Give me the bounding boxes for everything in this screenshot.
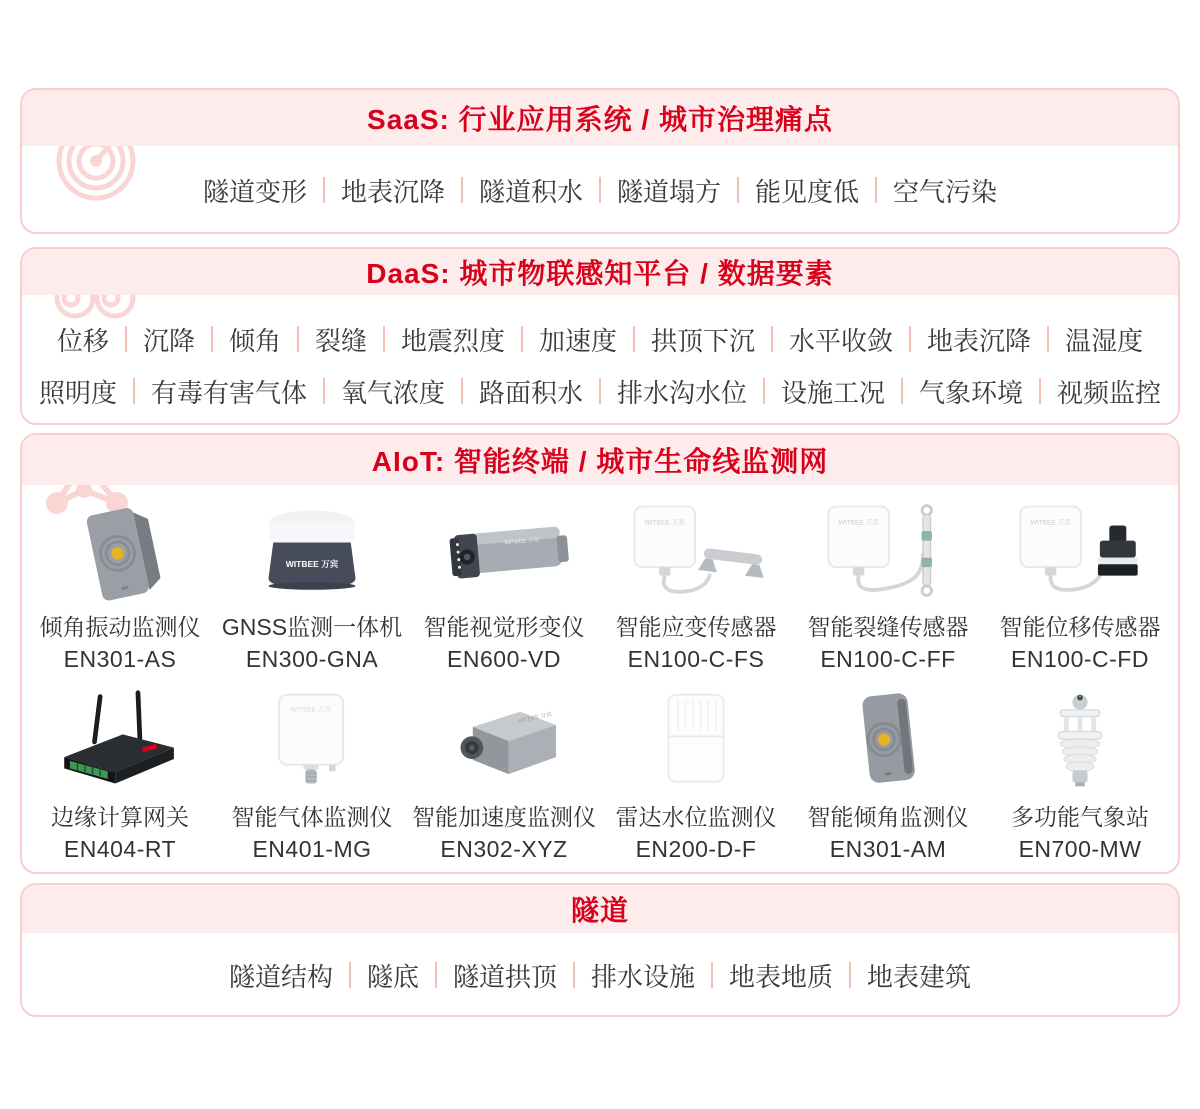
product-card-en100-c-fd xyxy=(984,499,1176,673)
product-model-label: EN200-D-F xyxy=(635,836,757,862)
item-label: 排水设施 xyxy=(591,961,696,992)
svg-text:WITBEE 万宾: WITBEE 万宾 xyxy=(290,706,332,714)
product-model-label: EN100-C-FF xyxy=(820,646,956,672)
product-card-en300-gna xyxy=(216,499,408,673)
tilt-vibration-monitor-icon xyxy=(35,499,205,603)
item-divider xyxy=(125,326,127,352)
product-model-label: EN600-VD xyxy=(447,646,561,672)
product-name-label: GNSS监测一体机 xyxy=(221,614,403,640)
product-model-label: EN100-C-FD xyxy=(1011,646,1149,672)
aiot-section-title: AIoT: 智能终端 / 城市生命线监测网 xyxy=(371,446,829,477)
aiot-body xyxy=(22,499,1178,863)
product-name-label: 智能气体监测仪 xyxy=(231,804,393,830)
product-model-label: EN301-AS xyxy=(63,646,177,672)
item-divider xyxy=(737,177,739,203)
product-name-label: 倾角振动监测仪 xyxy=(39,614,201,640)
saas-section-title: SaaS: 行业应用系统 / 城市治理痛点 xyxy=(367,104,833,135)
item-label: 位移 xyxy=(56,325,109,356)
daas-items-row-2 xyxy=(39,371,1161,411)
item-divider xyxy=(1047,326,1049,352)
product-model-label: EN401-MG xyxy=(252,836,372,862)
svg-text:WITBEE 万宾: WITBEE 万宾 xyxy=(644,519,686,527)
item-label: 空气污染 xyxy=(893,176,998,207)
item-divider xyxy=(435,962,437,988)
item-label: 温湿度 xyxy=(1065,325,1144,356)
item-label: 隧道积水 xyxy=(478,176,583,207)
item-label: 隧道结构 xyxy=(228,961,333,992)
item-divider xyxy=(461,378,463,404)
item-label: 设施工况 xyxy=(781,377,886,408)
item-label: 地表地质 xyxy=(729,961,834,992)
item-label: 地震烈度 xyxy=(400,325,505,356)
item-label: 气象环境 xyxy=(919,377,1024,408)
item-label: 视频监控 xyxy=(1057,377,1162,408)
item-divider xyxy=(711,962,713,988)
item-divider xyxy=(461,177,463,203)
product-name-label: 智能位移传感器 xyxy=(999,614,1161,640)
item-divider xyxy=(323,177,325,203)
item-divider xyxy=(1039,378,1041,404)
tunnel-header xyxy=(22,885,1178,933)
item-divider xyxy=(599,177,601,203)
product-name-label: 边缘计算网关 xyxy=(51,804,189,830)
item-divider xyxy=(323,378,325,404)
item-divider xyxy=(763,378,765,404)
product-card-en301-as xyxy=(24,499,216,673)
item-label: 加速度 xyxy=(539,325,618,356)
item-divider xyxy=(633,326,635,352)
aiot-header xyxy=(22,435,1178,485)
svg-text:WITBEE 万宾: WITBEE 万宾 xyxy=(1030,519,1071,527)
item-divider xyxy=(211,326,213,352)
product-name-label: 智能倾角监测仪 xyxy=(807,804,969,830)
item-label: 有毒有害气体 xyxy=(150,377,307,408)
product-model-label: EN302-XYZ xyxy=(440,836,568,862)
product-card-en401-mg xyxy=(216,689,408,863)
item-label: 路面积水 xyxy=(478,377,583,408)
item-label: 隧道拱顶 xyxy=(452,961,557,992)
product-grid-row-1 xyxy=(22,499,1178,673)
strain-sensor-icon xyxy=(611,499,781,603)
vision-camera-icon xyxy=(419,499,589,603)
product-name-label: 多功能气象站 xyxy=(1011,804,1149,830)
item-label: 拱顶下沉 xyxy=(651,325,756,356)
product-model-label: EN100-C-FS xyxy=(627,646,765,672)
item-divider xyxy=(521,326,523,352)
item-label: 水平收敛 xyxy=(789,325,894,356)
svg-text:WITBEE 万宾: WITBEE 万宾 xyxy=(517,711,553,725)
item-divider xyxy=(573,962,575,988)
item-label: 能见度低 xyxy=(755,176,860,207)
daas-items-row-1 xyxy=(57,319,1143,359)
gas-monitor-icon xyxy=(227,689,397,793)
accelerometer-icon xyxy=(419,689,589,793)
tunnel-section xyxy=(20,883,1180,1017)
daas-section xyxy=(20,247,1180,425)
item-label: 排水沟水位 xyxy=(617,377,748,408)
product-card-en301-am xyxy=(792,689,984,863)
tunnel-items xyxy=(229,957,971,994)
product-card-en600-vd xyxy=(408,499,600,673)
aiot-section xyxy=(20,433,1180,874)
item-label: 倾角 xyxy=(228,325,281,356)
saas-header xyxy=(22,90,1178,146)
product-card-en200-d-f xyxy=(600,689,792,863)
saas-section xyxy=(20,88,1180,234)
item-divider xyxy=(383,326,385,352)
item-divider xyxy=(133,378,135,404)
svg-text:WITBEE 万宾: WITBEE 万宾 xyxy=(504,537,540,547)
product-card-en404-rt xyxy=(24,689,216,863)
product-name-label: 雷达水位监测仪 xyxy=(615,804,777,830)
product-model-label: EN700-MW xyxy=(1018,836,1142,862)
product-grid-row-2 xyxy=(22,689,1178,863)
item-label: 照明度 xyxy=(38,377,117,408)
product-card-en700-mw xyxy=(984,689,1176,863)
item-divider xyxy=(875,177,877,203)
item-label: 地表建筑 xyxy=(867,961,972,992)
daas-body xyxy=(22,295,1178,411)
product-name-label: 智能视觉形变仪 xyxy=(423,614,585,640)
product-name-label: 智能应变传感器 xyxy=(615,614,777,640)
item-label: 氧气浓度 xyxy=(340,377,445,408)
item-label: 地表沉降 xyxy=(340,176,445,207)
tunnel-section-title: 隧道 xyxy=(570,895,629,926)
product-model-label: EN300-GNA xyxy=(245,646,379,672)
displacement-sensor-icon xyxy=(995,499,1165,603)
tilt-monitor-icon xyxy=(803,689,973,793)
product-name-label: 智能加速度监测仪 xyxy=(412,804,596,830)
product-card-en100-c-fs xyxy=(600,499,792,673)
item-divider xyxy=(909,326,911,352)
item-divider xyxy=(849,962,851,988)
item-divider xyxy=(771,326,773,352)
radar-level-monitor-icon xyxy=(611,689,781,793)
edge-gateway-icon xyxy=(35,689,205,793)
item-label: 隧道塌方 xyxy=(617,176,722,207)
product-card-en302-xyz xyxy=(408,689,600,863)
tunnel-body xyxy=(22,933,1178,1017)
saas-items xyxy=(203,172,997,209)
weather-station-icon xyxy=(995,689,1165,793)
item-divider xyxy=(297,326,299,352)
product-card-en100-c-ff xyxy=(792,499,984,673)
svg-text:WITBEE 万宾: WITBEE 万宾 xyxy=(838,519,879,527)
crack-sensor-icon xyxy=(803,499,973,603)
item-label: 裂缝 xyxy=(314,325,367,356)
item-divider xyxy=(599,378,601,404)
product-model-label: EN404-RT xyxy=(63,836,177,862)
item-divider xyxy=(901,378,903,404)
item-label: 地表沉降 xyxy=(927,325,1032,356)
item-label: 隧道变形 xyxy=(202,176,307,207)
gnss-monitor-icon xyxy=(227,499,397,603)
svg-text:WITBEE 万宾: WITBEE 万宾 xyxy=(285,559,339,570)
daas-section-title: DaaS: 城市物联感知平台 / 数据要素 xyxy=(366,258,834,289)
product-name-label: 智能裂缝传感器 xyxy=(807,614,969,640)
daas-header xyxy=(22,249,1178,295)
item-label: 隧底 xyxy=(366,961,419,992)
product-model-label: EN301-AM xyxy=(829,836,947,862)
item-divider xyxy=(349,962,351,988)
item-label: 沉降 xyxy=(142,325,195,356)
saas-body xyxy=(22,146,1178,234)
